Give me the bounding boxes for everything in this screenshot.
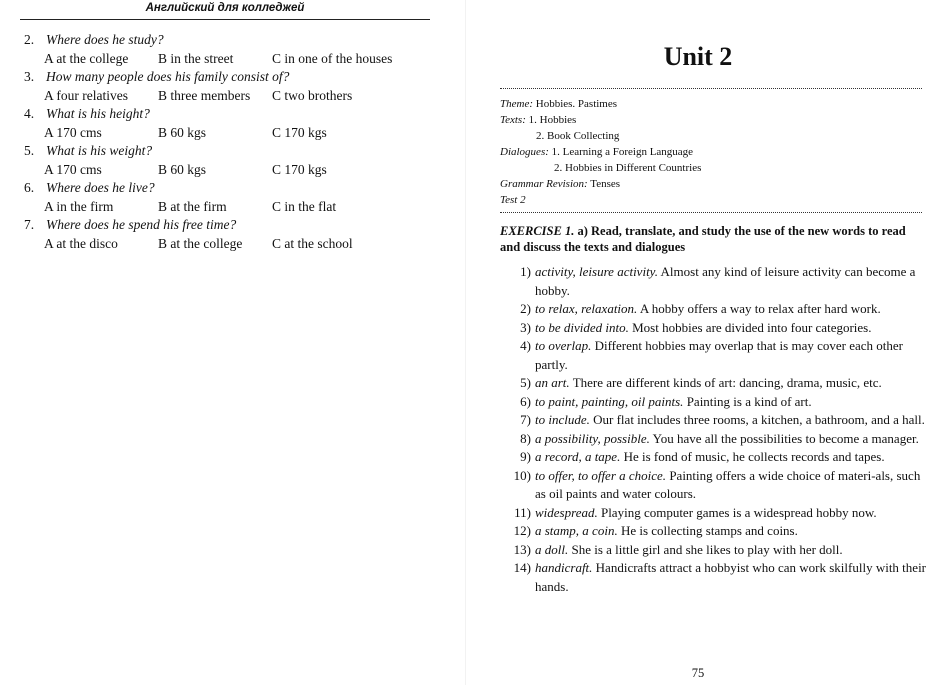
vocab-item: [507, 337, 927, 374]
answer-option: C in one of the houses: [272, 50, 393, 66]
answer-option: C 170 kgs: [272, 124, 327, 140]
texts-item-1: 1. Hobbies: [528, 114, 577, 126]
answer-options-row: [24, 124, 444, 143]
vocab-term: to relax, relaxation.: [535, 301, 638, 316]
vocab-term: a doll.: [535, 541, 569, 557]
vocab-example: A hobby offers a way to relax after hard work.: [639, 301, 881, 316]
page-number: 75: [691, 666, 705, 680]
answer-option: A in the firm: [44, 198, 114, 214]
answer-option: A 170 cms: [44, 124, 102, 140]
vocab-example: Most hobbies are divided into four categories.: [632, 319, 872, 335]
theme-value: Hobbies. Pastimes: [535, 98, 618, 110]
answer-option: B at the college: [158, 235, 243, 251]
vocab-example: He is fond of music, he collects records and tapes.: [623, 449, 885, 464]
question-number: 2.: [24, 32, 35, 47]
left-page: [0, 0, 465, 685]
exercise-heading: [500, 223, 925, 255]
dialogues-line: [500, 144, 930, 160]
vocab-number: 1): [520, 264, 531, 279]
vocab-example: Playing computer games is a widespread hobby now.: [600, 504, 877, 520]
exercise-label: EXERCISE 1.: [500, 224, 575, 238]
test-line: [500, 192, 930, 208]
answer-option: C in the flat: [272, 198, 337, 214]
vocabulary-list: [507, 263, 927, 596]
vocab-number: 7): [520, 412, 531, 427]
dialogues-line-2: [500, 160, 930, 176]
answer-option: B at the firm: [158, 198, 227, 214]
answer-option: C at the school: [272, 235, 353, 251]
question-row: [24, 68, 444, 87]
texts-label: Texts:: [500, 114, 526, 126]
vocab-example: Almost any kind of leisure activity can become a hobby.: [535, 264, 916, 298]
dialogues-item-2: 2. Hobbies in Different Countries: [554, 162, 702, 174]
vocab-item: [507, 559, 927, 596]
vocab-number: 14): [513, 560, 531, 575]
question-row: [24, 179, 444, 198]
vocab-term: to include.: [535, 412, 590, 427]
answer-option: B three members: [158, 87, 251, 103]
answer-options-row: [24, 235, 444, 254]
vocab-example: Different hobbies may overlap that is may cover each other partly.: [535, 338, 903, 372]
vocab-item: [507, 319, 927, 338]
unit-title: Unit 2: [663, 42, 733, 71]
question-number: 3.: [24, 69, 35, 84]
answer-option: B in the street: [158, 50, 234, 66]
grammar-line: [500, 176, 930, 192]
vocab-term: to overlap.: [535, 338, 592, 353]
grammar-label: Grammar Revision:: [500, 178, 588, 190]
answer-option: B 60 kgs: [158, 124, 207, 140]
vocab-example: You have all the possibilities to become a manager.: [652, 430, 919, 446]
exercise-instruction: a) Read, translate, and study the use of the new words to read and discuss the texts and dialogues: [500, 224, 906, 254]
vocab-item: [507, 430, 927, 449]
question-number: 6.: [24, 180, 35, 195]
vocab-item: [507, 448, 927, 467]
vocab-example: Handicrafts attract a hobbyist who can work skilfully with their hands.: [535, 560, 927, 594]
vocab-example: There are different kinds of art: dancing, drama, music, etc.: [572, 375, 882, 390]
texts-line: [500, 112, 930, 128]
vocab-item: [507, 411, 927, 430]
answer-option: C 170 kgs: [272, 161, 327, 177]
vocab-item: [507, 393, 927, 412]
question-row: [24, 31, 444, 50]
vocab-example: Painting is a kind of art.: [686, 393, 812, 409]
dotted-rule-bottom: [500, 212, 922, 213]
theme-label: Theme:: [500, 98, 533, 110]
vocab-term: to be divided into.: [535, 319, 629, 335]
question-number: 7.: [24, 217, 35, 232]
answer-options-row: [24, 87, 444, 106]
vocab-item: [507, 263, 927, 300]
vocab-number: 2): [520, 301, 531, 316]
right-page: [465, 0, 931, 685]
question-row: [24, 142, 444, 161]
answer-option: A four relatives: [44, 87, 128, 103]
grammar-value: Tenses: [590, 178, 621, 190]
vocab-number: 3): [520, 319, 531, 335]
running-header: Английский для колледжей: [145, 2, 305, 14]
answer-options-row: [24, 50, 444, 69]
vocab-term: to offer, to offer a choice.: [535, 467, 667, 483]
answer-option: A 170 cms: [44, 161, 102, 177]
vocab-number: 11): [514, 504, 531, 520]
vocab-term: activity, leisure activity.: [535, 264, 658, 279]
vocab-item: [507, 374, 927, 393]
vocab-item: [507, 467, 927, 504]
question-text: Where does he live?: [46, 180, 155, 195]
vocab-example: She is a little girl and she likes to play with her doll.: [571, 541, 843, 557]
question-number: 4.: [24, 106, 35, 121]
vocab-example: Our flat includes three rooms, a kitchen, a bathroom, and a hall.: [593, 412, 925, 427]
question-row: [24, 216, 444, 235]
texts-line-2: [500, 128, 930, 144]
theme-line: [500, 96, 930, 112]
answer-option: B 60 kgs: [158, 161, 207, 177]
vocab-number: 5): [520, 375, 531, 390]
dialogues-label: Dialogues:: [500, 146, 549, 158]
vocab-number: 9): [520, 449, 531, 464]
vocab-number: 10): [513, 467, 531, 483]
vocab-term: an art.: [535, 375, 570, 390]
unit-contents: [500, 96, 930, 208]
vocab-number: 13): [513, 541, 531, 557]
vocab-example: Painting offers a wide choice of materi-als, such as oil paints and water colours.: [535, 467, 921, 501]
header-rule: [20, 19, 430, 20]
vocab-term: a stamp, a coin.: [535, 523, 618, 538]
vocab-number: 4): [520, 338, 531, 353]
vocab-example: He is collecting stamps and coins.: [620, 523, 798, 538]
answer-options-row: [24, 198, 444, 217]
vocab-number: 12): [513, 523, 531, 538]
vocab-item: [507, 300, 927, 319]
vocab-term: to paint, painting, oil paints.: [535, 393, 684, 409]
vocab-item: [507, 541, 927, 560]
vocab-item: [507, 522, 927, 541]
texts-item-2: 2. Book Collecting: [536, 130, 620, 142]
test-label: Test 2: [500, 194, 526, 206]
vocab-number: 6): [520, 393, 531, 409]
answer-options-row: [24, 161, 444, 180]
question-list: [24, 31, 444, 253]
answer-option: A at the college: [44, 50, 129, 66]
question-text: What is his height?: [46, 106, 150, 121]
vocab-item: [507, 504, 927, 523]
question-row: [24, 105, 444, 124]
question-text: How many people does his family consist of?: [46, 69, 290, 84]
dotted-rule-top: [500, 88, 922, 89]
question-text: What is his weight?: [46, 143, 153, 158]
vocab-term: widespread.: [535, 504, 598, 520]
dialogues-item-1: 1. Learning a Foreign Language: [551, 146, 694, 158]
vocab-number: 8): [520, 430, 531, 446]
answer-option: A at the disco: [44, 235, 118, 251]
question-text: Where does he study?: [46, 32, 164, 47]
answer-option: C two brothers: [272, 87, 353, 103]
question-number: 5.: [24, 143, 35, 158]
vocab-term: a possibility, possible.: [535, 430, 650, 446]
question-text: Where does he spend his free time?: [46, 217, 237, 232]
vocab-term: a record, a tape.: [535, 449, 621, 464]
vocab-term: handicraft.: [535, 560, 593, 575]
